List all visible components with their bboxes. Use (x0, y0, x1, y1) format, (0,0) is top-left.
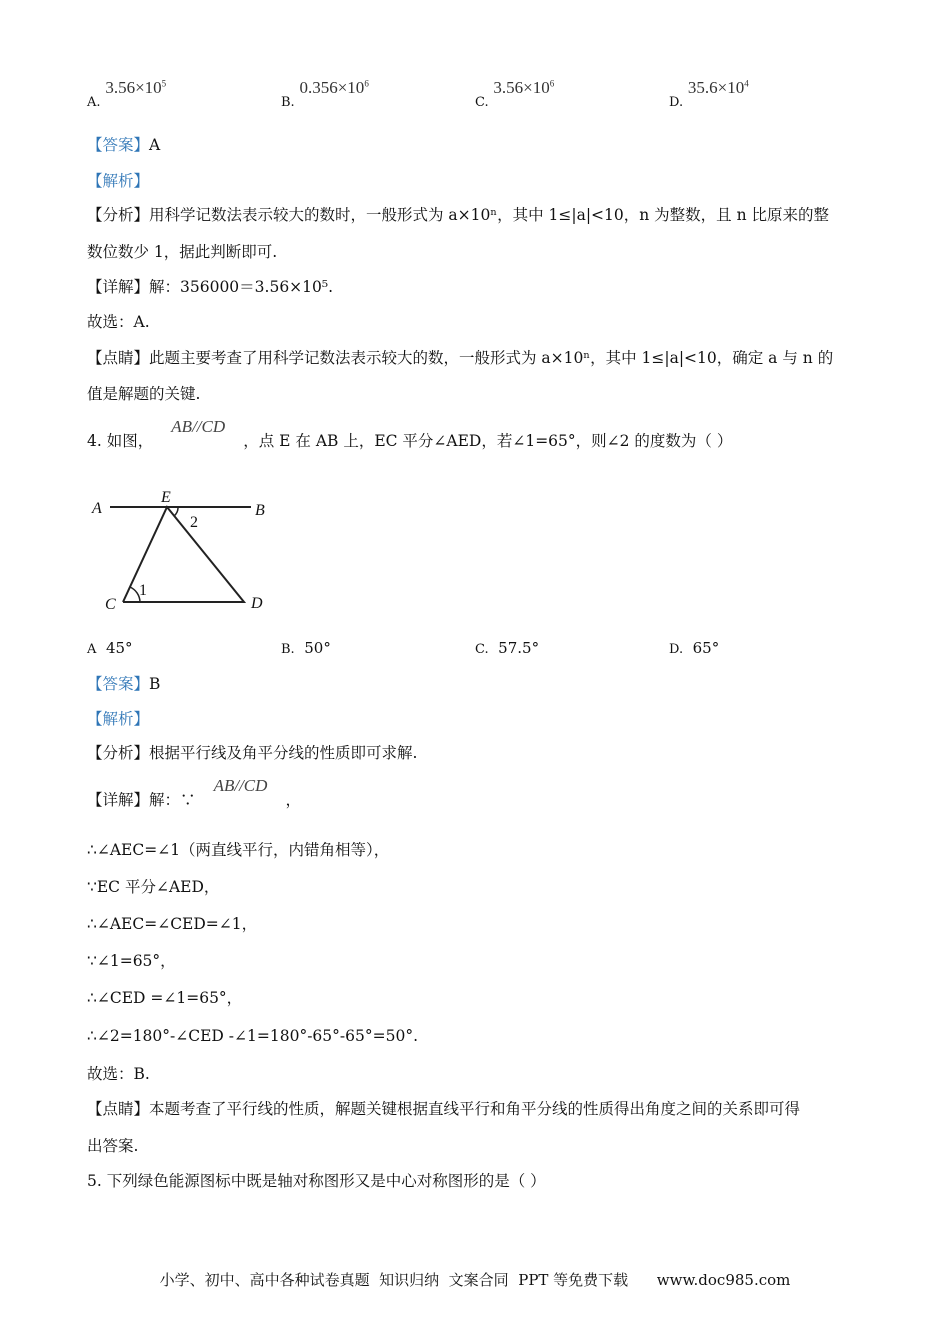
q4-line: ∴∠2=180°-∠CED -∠1=180°-65°-65°=50°. (87, 1027, 419, 1045)
q3-line: 【分析】用科学记数法表示较大的数时，一般形式为 a×10ⁿ，其中 1≤|a|<10，n 为整数，且 n 比原来的整 (87, 206, 830, 224)
option-value: 45° (105, 639, 133, 657)
q4-line: ∵EC 平分∠AED， (87, 878, 220, 896)
answer-value: B (149, 675, 161, 693)
answer-tag: 【答案】 (87, 136, 150, 154)
detail-prefix: 【详解】解：∵ (87, 791, 196, 809)
q4-line: ∴∠AEC=∠1（两直线平行，内错角相等）， (87, 841, 390, 859)
q4-detail (87, 776, 302, 810)
q3-line: 【详解】解：356000＝3.56×10⁵. (87, 278, 334, 296)
option-exponent: 5 (161, 78, 167, 89)
stem-math: AB//CD (171, 417, 226, 436)
option-base: 0.356×10 (299, 78, 365, 97)
option-value: 50° (304, 639, 331, 657)
option-base: 3.56×10 (105, 78, 162, 97)
option-label: B. (281, 95, 295, 110)
q3-option-d (669, 78, 749, 110)
q4-answer (87, 674, 160, 694)
label-c: C (105, 596, 116, 613)
option-label: A (87, 642, 97, 657)
q3-option-c (475, 78, 555, 110)
option-label: C. (475, 642, 489, 657)
q4-line: 出答案. (87, 1137, 139, 1155)
stem-suffix: ，点 E 在 AB 上，EC 平分∠AED，若∠1=65°，则∠2 的度数为（ ） (243, 432, 733, 450)
option-base: 35.6×10 (687, 78, 745, 97)
q4-option-b (281, 639, 331, 657)
option-label: B. (281, 642, 295, 657)
q3-analysis-tag: 【解析】 (87, 172, 150, 190)
q3-line: 值是解题的关键. (87, 385, 201, 403)
label-d: D (251, 595, 263, 612)
detail-math: AB//CD (213, 776, 268, 795)
q3-line: 故选：A. (87, 313, 150, 331)
option-value (688, 78, 749, 97)
option-base: 3.56×10 (493, 78, 550, 97)
q4-line: ∵∠1=65°， (87, 952, 176, 970)
q5-stem: 5. 下列绿色能源图标中既是轴对称图形又是中心对称图形的是（ ） (87, 1172, 546, 1190)
option-exponent: 6 (364, 78, 369, 89)
q4-option-c (475, 639, 539, 657)
q4-analysis: 【分析】根据平行线及角平分线的性质即可求解. (87, 744, 418, 762)
option-label: A. (87, 95, 101, 110)
label-angle1: 1 (139, 582, 147, 599)
option-value (493, 78, 554, 97)
q4-line: 【点睛】本题考查了平行线的性质，解题关键根据直线平行和角平分线的性质得出角度之间的关系即可得 (87, 1100, 801, 1118)
angle2-arc (174, 507, 178, 516)
option-label: C. (475, 95, 489, 110)
answer-tag: 【答案】 (87, 675, 150, 693)
option-value (299, 78, 368, 97)
label-b: B (255, 502, 265, 519)
label-a: A (92, 500, 102, 517)
q4-analysis-tag: 【解析】 (87, 710, 150, 728)
label-e: E (161, 489, 171, 506)
option-value: 57.5° (498, 639, 540, 657)
option-exponent: 6 (549, 78, 555, 89)
q3-line: 数位数少 1，据此判断即可. (87, 243, 278, 261)
q3-line: 【点睛】此题主要考查了用科学记数法表示较大的数，一般形式为 a×10ⁿ，其中 1≤|a|<10，确定 a 与 n 的 (87, 349, 834, 367)
option-label: D. (669, 642, 684, 657)
option-label: D. (669, 95, 684, 110)
detail-suffix: ， (285, 791, 302, 809)
q4-line: ∴∠AEC=∠CED=∠1， (87, 915, 258, 933)
stem-prefix: 4. 如图， (87, 432, 154, 450)
q4-line: 故选：B. (87, 1065, 150, 1083)
q4-line: ∴∠CED =∠1=65°， (87, 989, 243, 1007)
option-value: 65° (692, 639, 720, 657)
label-angle2: 2 (190, 514, 198, 531)
answer-value: A (149, 136, 161, 154)
option-exponent: 4 (744, 78, 749, 89)
footer-text: 小学、初中、高中各种试卷真题 知识归纳 文案合同 PPT 等免费下载 www.doc985.com (159, 1271, 791, 1289)
q4-option-d (669, 639, 719, 657)
geometry-figure (0, 0, 300, 620)
q4-option-a (87, 639, 133, 657)
